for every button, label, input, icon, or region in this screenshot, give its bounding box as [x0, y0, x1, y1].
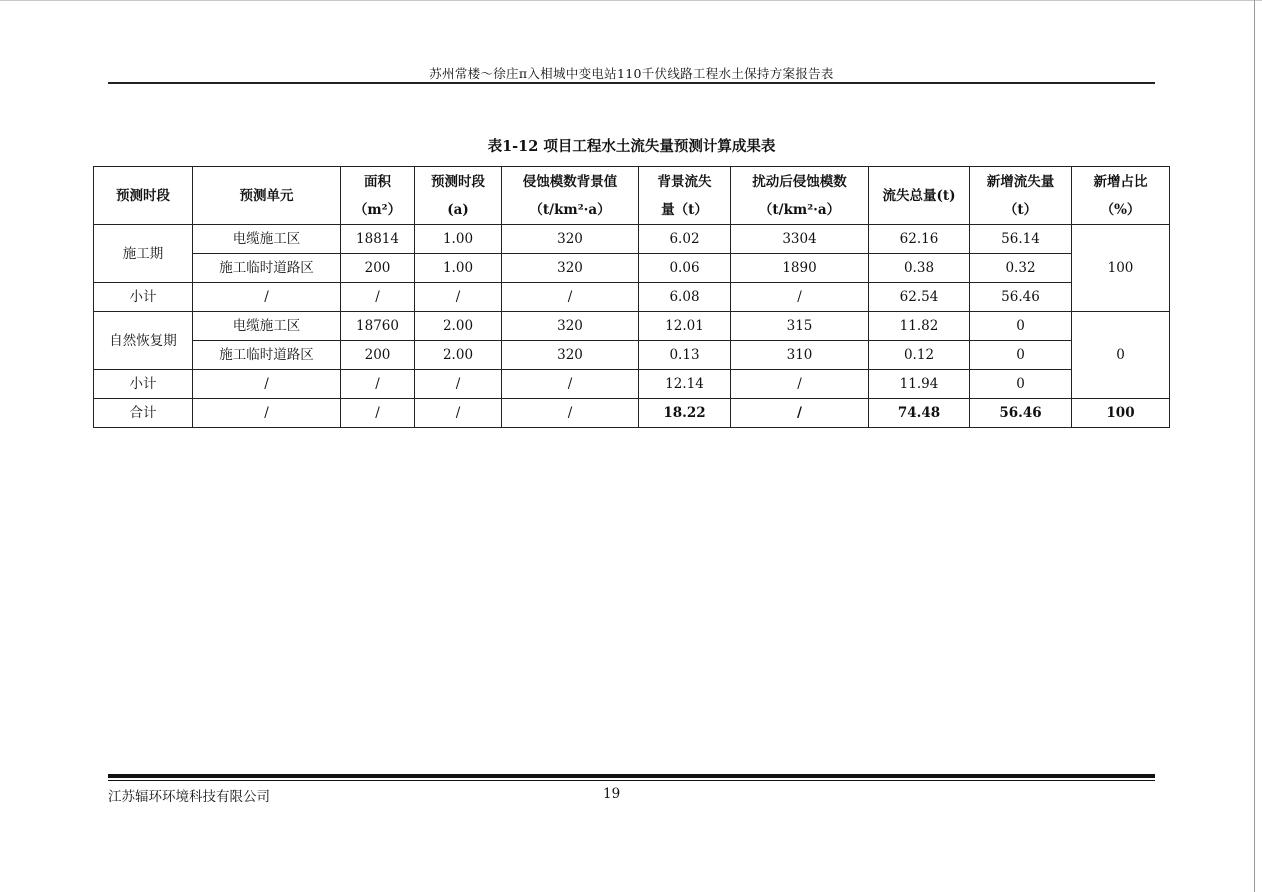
table-cell: /	[193, 283, 341, 312]
table-cell: 100	[1072, 399, 1170, 428]
table-cell: /	[341, 283, 415, 312]
header-rule	[108, 82, 1155, 84]
footer-rule-thick	[108, 774, 1155, 778]
page-right-edge	[1254, 0, 1255, 892]
table-cell: 0	[970, 370, 1072, 399]
header-cell: 背景流失 量（t）	[639, 167, 731, 225]
table-caption: 表1-12 项目工程水土流失量预测计算成果表	[487, 138, 776, 155]
table-cell: /	[193, 370, 341, 399]
table-cell: /	[502, 399, 639, 428]
table-cell: 56.46	[970, 399, 1072, 428]
table-cell: 320	[502, 341, 639, 370]
table-cell: /	[731, 399, 869, 428]
table-cell: 12.14	[639, 370, 731, 399]
table-cell: 62.54	[869, 283, 970, 312]
table-cell: /	[415, 283, 502, 312]
header-cell: 预测时段	[94, 167, 193, 225]
unit-cell: 施工临时道路区	[193, 254, 341, 283]
table-cell: 56.14	[970, 225, 1072, 254]
table-row	[94, 341, 1170, 370]
table-cell: 小计	[94, 283, 193, 312]
table-cell: 0.12	[869, 341, 970, 370]
table-cell: 3304	[731, 225, 869, 254]
table-header-row	[94, 167, 1170, 225]
erosion-table	[93, 166, 1170, 428]
table-cell: 6.02	[639, 225, 731, 254]
header-cell: 面积 （m²）	[341, 167, 415, 225]
table-cell: 200	[341, 254, 415, 283]
header-cell: 预测时段 (a)	[415, 167, 502, 225]
table-cell: 315	[731, 312, 869, 341]
subtotal-row	[94, 370, 1170, 399]
table-cell: 320	[502, 225, 639, 254]
table-cell: 18760	[341, 312, 415, 341]
table-cell: /	[502, 370, 639, 399]
table-cell: 0.38	[869, 254, 970, 283]
table-row	[94, 312, 1170, 341]
table-cell: 320	[502, 254, 639, 283]
table-cell: 18814	[341, 225, 415, 254]
period-cell: 自然恢复期	[94, 312, 193, 370]
table-cell: 0.13	[639, 341, 731, 370]
share-cell: 0	[1072, 312, 1170, 399]
table-cell: 2.00	[415, 341, 502, 370]
table-cell: 12.01	[639, 312, 731, 341]
table-cell: 2.00	[415, 312, 502, 341]
table-cell: /	[415, 399, 502, 428]
header-cell: 流失总量(t)	[869, 167, 970, 225]
subtotal-row	[94, 283, 1170, 312]
share-cell: 100	[1072, 225, 1170, 312]
table-cell: /	[731, 370, 869, 399]
unit-cell: 电缆施工区	[193, 312, 341, 341]
table-cell: 62.16	[869, 225, 970, 254]
unit-cell: 电缆施工区	[193, 225, 341, 254]
table-cell: 11.94	[869, 370, 970, 399]
table-cell: 74.48	[869, 399, 970, 428]
table-cell: /	[502, 283, 639, 312]
table-row	[94, 254, 1170, 283]
table-row	[94, 225, 1170, 254]
table-cell: 1.00	[415, 254, 502, 283]
header-cell: 预测单元	[193, 167, 341, 225]
page-top-edge	[0, 0, 1262, 1]
table-cell: 0.32	[970, 254, 1072, 283]
page-number: 19	[603, 786, 621, 802]
table-cell: /	[731, 283, 869, 312]
header-cell: 侵蚀模数背景值 （t/km²·a）	[502, 167, 639, 225]
table-cell: 56.46	[970, 283, 1072, 312]
table-cell: 200	[341, 341, 415, 370]
running-header: 苏州常楼～徐庄π入相城中变电站110千伏线路工程水土保持方案报告表	[429, 66, 834, 81]
table-cell: 320	[502, 312, 639, 341]
table-cell: /	[341, 370, 415, 399]
footer-rule-thin	[108, 780, 1155, 781]
table-cell: 18.22	[639, 399, 731, 428]
total-row	[94, 399, 1170, 428]
unit-cell: 施工临时道路区	[193, 341, 341, 370]
table-cell: 0	[970, 341, 1072, 370]
table-cell: 0.06	[639, 254, 731, 283]
table-cell: 合计	[94, 399, 193, 428]
table-cell: /	[415, 370, 502, 399]
table-cell: 6.08	[639, 283, 731, 312]
period-cell: 施工期	[94, 225, 193, 283]
table-cell: 310	[731, 341, 869, 370]
header-cell: 新增流失量 （t）	[970, 167, 1072, 225]
table-cell: 11.82	[869, 312, 970, 341]
header-cell: 扰动后侵蚀模数 （t/km²·a）	[731, 167, 869, 225]
table-cell: /	[341, 399, 415, 428]
header-cell: 新增占比 （%）	[1072, 167, 1170, 225]
table-cell: 0	[970, 312, 1072, 341]
table-cell: /	[193, 399, 341, 428]
footer-company: 江苏辐环环境科技有限公司	[108, 789, 270, 805]
table-cell: 1.00	[415, 225, 502, 254]
table-cell: 小计	[94, 370, 193, 399]
table-cell: 1890	[731, 254, 869, 283]
